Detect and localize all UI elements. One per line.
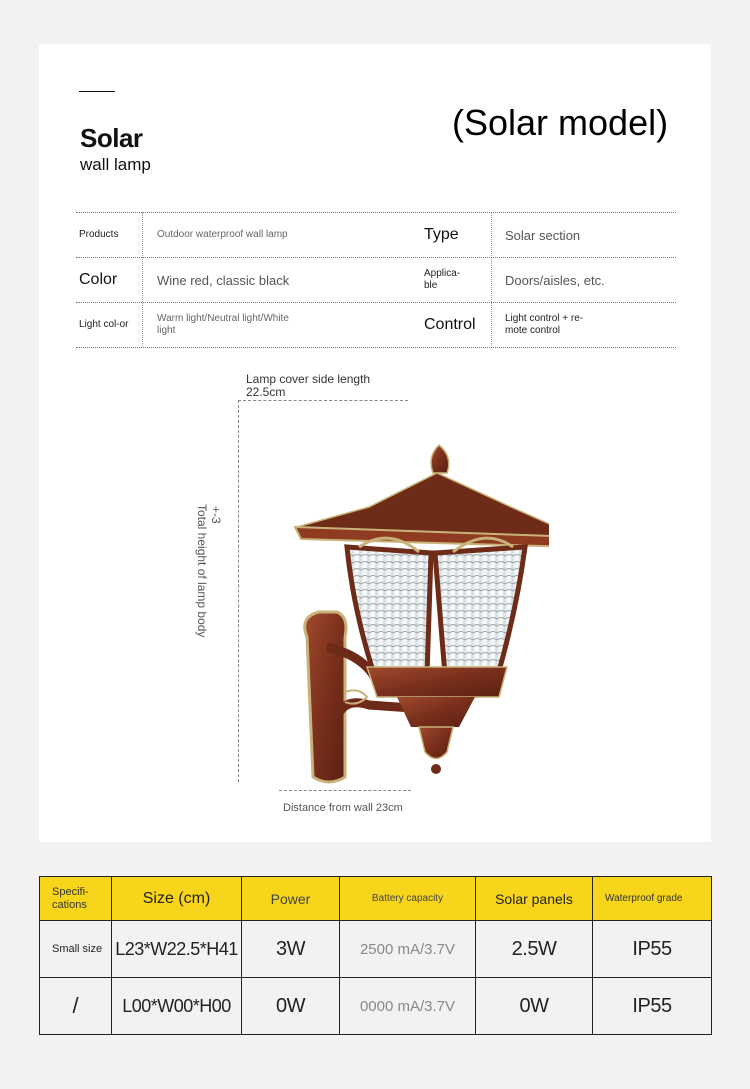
solar-wall-lamp-image — [249, 397, 549, 787]
table-header-row — [40, 877, 712, 921]
cell-power: 3W — [242, 921, 340, 978]
page-title: Solar — [80, 123, 143, 153]
spec-row — [76, 212, 676, 257]
spec-value: Solar section — [505, 227, 581, 243]
cell-waterproof: IP55 — [593, 978, 712, 1035]
cell-size: L23*W22.5*H41 — [112, 921, 242, 978]
model-label: (Solar model) — [452, 102, 669, 143]
cell-size: L00*W00*H00 — [112, 978, 242, 1035]
spec-label: Color — [79, 271, 118, 288]
spec-label: Type — [424, 226, 459, 243]
wall-distance-line — [279, 790, 411, 791]
top-rule — [79, 91, 115, 92]
header-battery: Battery capacity — [340, 877, 476, 921]
header-power: Power — [242, 877, 340, 921]
cell-battery: 2500 mA/3.7V — [340, 921, 476, 978]
height-dimension-line — [238, 400, 239, 782]
spec-table — [76, 212, 676, 348]
spec-label: Applica-ble — [424, 268, 461, 291]
table-row — [40, 978, 712, 1035]
spec-row — [76, 257, 676, 302]
cell-waterproof: IP55 — [593, 921, 712, 978]
cell-spec: / — [40, 978, 112, 1035]
product-card — [39, 44, 711, 842]
specification-table — [39, 876, 712, 1035]
cell-power: 0W — [242, 978, 340, 1035]
cover-label: Lamp cover side length — [246, 372, 371, 386]
wall-distance-label: Distance from wall 23cm — [283, 802, 403, 814]
cell-solar: 0W — [476, 978, 593, 1035]
spec-row — [76, 302, 676, 348]
spec-value: Outdoor waterproof wall lamp — [157, 229, 288, 240]
page-subtitle: wall lamp — [80, 155, 151, 174]
spec-value: Doors/aisles, etc. — [505, 272, 605, 288]
header-specifications: Specifi-cations — [40, 877, 112, 921]
spec-value: Wine red, classic black — [157, 272, 290, 288]
spec-label: Light col-or — [79, 319, 129, 330]
height-tolerance: +-3 — [209, 506, 223, 524]
cell-solar: 2.5W — [476, 921, 593, 978]
table-row — [40, 921, 712, 978]
spec-label: Products — [79, 229, 119, 240]
cover-value: 22.5cm — [246, 385, 286, 399]
spec-label: Control — [424, 316, 476, 333]
header-solar-panels: Solar panels — [476, 877, 593, 921]
spec-value: Light control + re-mote control — [505, 313, 584, 336]
header-waterproof: Waterproof grade — [593, 877, 712, 921]
cover-dimension — [246, 373, 370, 399]
header-size: Size (cm) — [112, 877, 242, 921]
cell-battery: 0000 mA/3.7V — [340, 978, 476, 1035]
height-label: Total height of lamp body — [195, 504, 209, 638]
spec-value: Warm light/Neutral light/White light — [157, 313, 289, 336]
cell-spec: Small size — [40, 921, 112, 978]
